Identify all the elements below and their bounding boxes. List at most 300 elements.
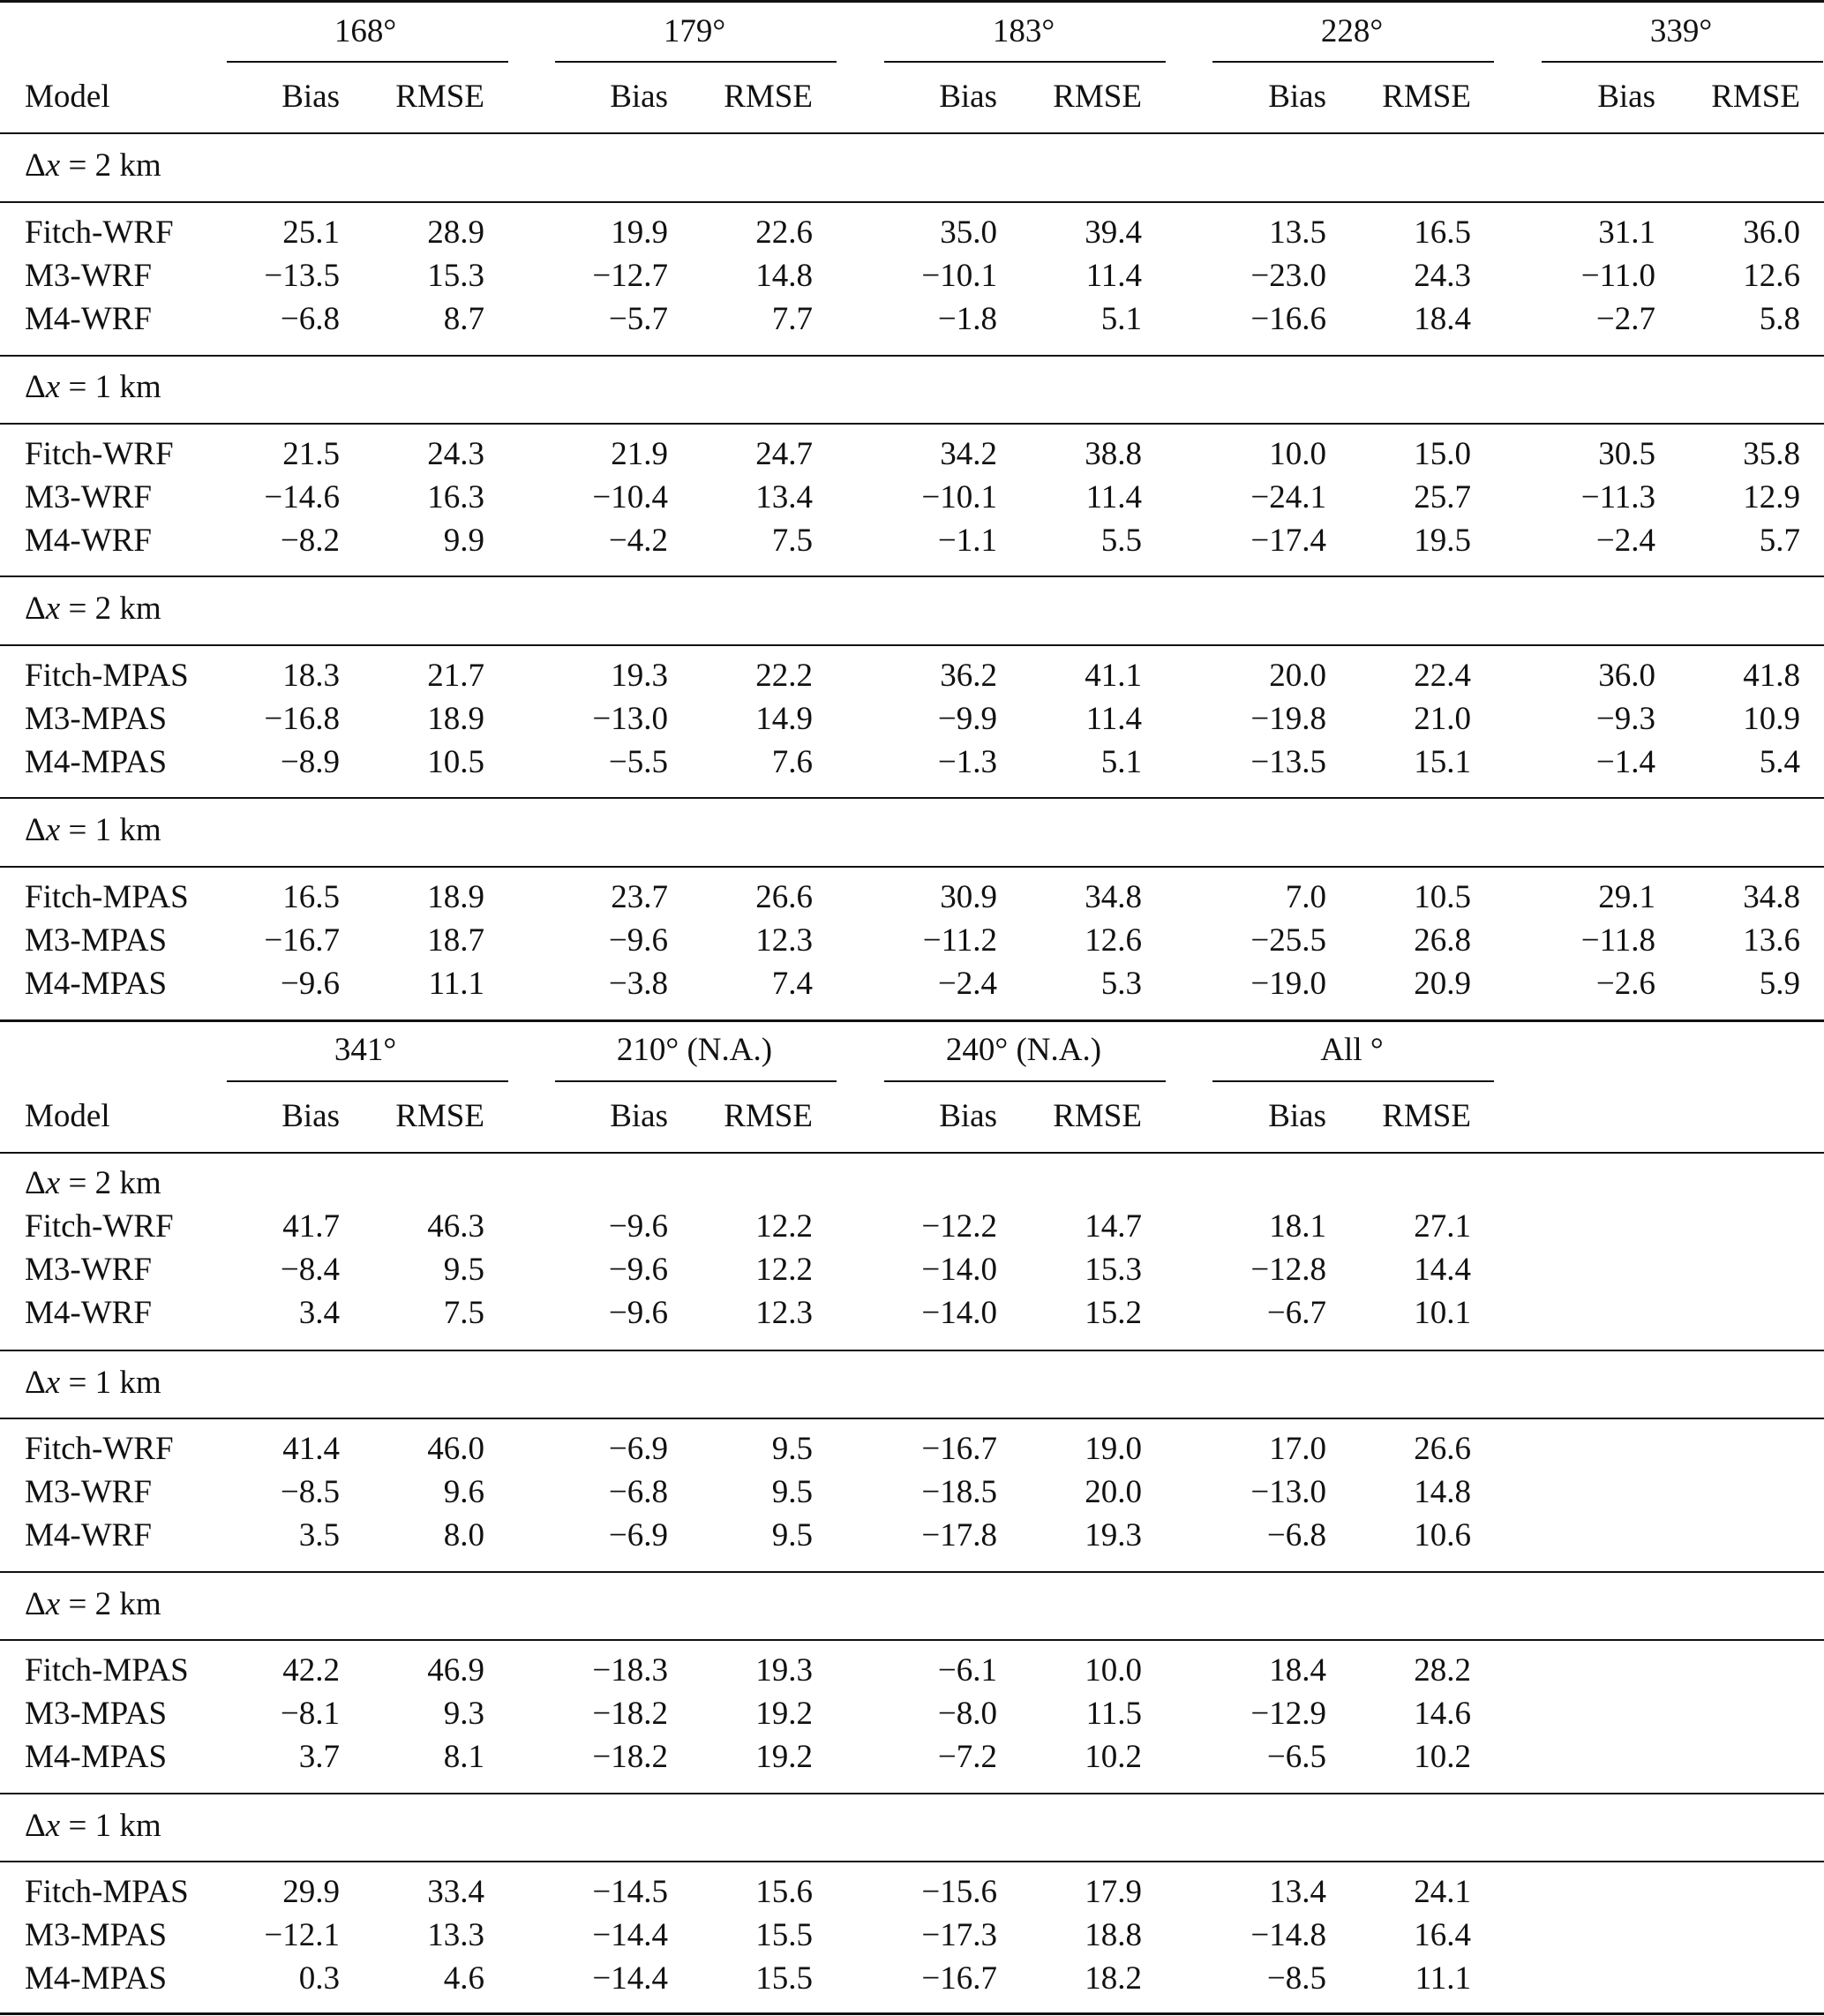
rmse-column-header: RMSE [1711, 79, 1800, 115]
rmse-value-cell: 24.1 [1414, 1874, 1471, 1910]
model-name-cell: M3-WRF [25, 479, 152, 515]
resolution-group-label: Δx = 1 km [25, 812, 161, 848]
resolution-group-label: Δx = 2 km [25, 1586, 161, 1622]
bias-value-cell: −14.8 [1250, 1917, 1326, 1953]
group-label-rule [0, 1639, 1824, 1641]
rmse-value-cell: 14.8 [755, 258, 813, 294]
rmse-value-cell: 15.6 [755, 1874, 813, 1910]
bias-value-cell: −14.0 [921, 1295, 997, 1331]
column-group-underline [227, 1080, 508, 1082]
bias-value-cell: −9.3 [1595, 701, 1655, 737]
rmse-value-cell: 11.5 [1085, 1696, 1142, 1732]
bias-value-cell: 29.1 [1598, 879, 1655, 915]
bias-value-cell: −2.4 [937, 966, 997, 1002]
rmse-value-cell: 5.3 [1100, 966, 1142, 1002]
rmse-value-cell: 9.9 [443, 523, 484, 559]
bias-value-cell: 18.1 [1269, 1208, 1326, 1245]
rmse-value-cell: 9.5 [771, 1517, 813, 1553]
bias-value-cell: −15.6 [921, 1874, 997, 1910]
column-group-underline [1212, 61, 1494, 63]
rmse-value-cell: 13.4 [755, 479, 813, 515]
bias-value-cell: 31.1 [1598, 214, 1655, 251]
rmse-value-cell: 24.3 [1414, 258, 1471, 294]
model-name-cell: M4-MPAS [25, 744, 168, 780]
rmse-value-cell: 10.0 [1085, 1652, 1142, 1689]
model-name-cell: M3-WRF [25, 1252, 152, 1288]
bias-value-cell: −6.1 [937, 1652, 997, 1689]
bias-value-cell: −16.8 [264, 701, 340, 737]
column-group-header: 341° [334, 1032, 397, 1068]
bias-value-cell: 21.9 [611, 436, 668, 472]
rmse-value-cell: 21.0 [1414, 701, 1471, 737]
rmse-value-cell: 12.3 [755, 1295, 813, 1331]
bias-value-cell: −16.7 [921, 1960, 997, 1997]
bias-value-cell: −9.6 [608, 922, 668, 959]
rmse-value-cell: 18.8 [1085, 1917, 1142, 1953]
bias-value-cell: −17.4 [1250, 523, 1326, 559]
rmse-value-cell: 13.6 [1743, 922, 1800, 959]
rmse-value-cell: 9.5 [771, 1474, 813, 1510]
bias-value-cell: 18.3 [282, 658, 340, 694]
rmse-value-cell: 19.2 [755, 1696, 813, 1732]
bias-column-header: Bias [939, 79, 997, 115]
column-group-underline [1542, 61, 1823, 63]
bias-value-cell: −16.7 [921, 1431, 997, 1467]
rmse-value-cell: 4.6 [443, 1960, 484, 1997]
column-group-underline [884, 61, 1166, 63]
bias-value-cell: −5.7 [608, 301, 668, 337]
bias-value-cell: −14.6 [264, 479, 340, 515]
rmse-value-cell: 15.2 [1085, 1295, 1142, 1331]
bias-value-cell: −8.5 [1266, 1960, 1326, 1997]
rmse-value-cell: 19.0 [1085, 1431, 1142, 1467]
rmse-value-cell: 33.4 [427, 1874, 484, 1910]
resolution-group-label: Δx = 1 km [25, 369, 161, 405]
rmse-value-cell: 15.3 [1085, 1252, 1142, 1288]
rmse-value-cell: 10.5 [427, 744, 484, 780]
model-name-cell: M4-WRF [25, 523, 152, 559]
rmse-value-cell: 10.5 [1414, 879, 1471, 915]
bias-column-header: Bias [610, 79, 668, 115]
rmse-value-cell: 18.2 [1085, 1960, 1142, 1997]
bias-value-cell: 0.3 [298, 1960, 340, 1997]
bias-value-cell: −18.2 [592, 1739, 668, 1775]
bias-value-cell: −16.7 [264, 922, 340, 959]
rmse-value-cell: 11.4 [1085, 479, 1142, 515]
bias-value-cell: −11.0 [1580, 258, 1655, 294]
bias-value-cell: 13.5 [1269, 214, 1326, 251]
rmse-value-cell: 9.5 [771, 1431, 813, 1467]
model-name-cell: M3-MPAS [25, 1917, 168, 1953]
bias-value-cell: −13.0 [1250, 1474, 1326, 1510]
rmse-value-cell: 15.3 [427, 258, 484, 294]
bias-value-cell: 3.5 [298, 1517, 340, 1553]
column-group-header: All ° [1320, 1032, 1384, 1068]
rmse-value-cell: 20.0 [1085, 1474, 1142, 1510]
bias-value-cell: −24.1 [1250, 479, 1326, 515]
bias-value-cell: −6.7 [1266, 1295, 1326, 1331]
model-name-cell: M4-WRF [25, 1517, 152, 1553]
bias-value-cell: −18.5 [921, 1474, 997, 1510]
rmse-value-cell: 19.3 [755, 1652, 813, 1689]
column-group-header: 210° (N.A.) [616, 1032, 773, 1068]
model-name-cell: M3-WRF [25, 258, 152, 294]
column-group-underline [227, 61, 508, 63]
bias-value-cell: 36.2 [940, 658, 997, 694]
bias-value-cell: 16.5 [282, 879, 340, 915]
rmse-value-cell: 19.3 [1085, 1517, 1142, 1553]
rmse-value-cell: 7.4 [771, 966, 813, 1002]
model-name-cell: M3-MPAS [25, 922, 168, 959]
bias-value-cell: −14.0 [921, 1252, 997, 1288]
bias-value-cell: −6.5 [1266, 1739, 1326, 1775]
rmse-value-cell: 46.0 [427, 1431, 484, 1467]
bias-value-cell: 21.5 [282, 436, 340, 472]
column-group-underline [884, 1080, 1166, 1082]
rmse-value-cell: 12.9 [1743, 479, 1800, 515]
rmse-value-cell: 5.1 [1100, 744, 1142, 780]
rmse-value-cell: 22.6 [755, 214, 813, 251]
column-group-underline [555, 61, 837, 63]
rmse-value-cell: 5.9 [1759, 966, 1800, 1002]
bias-value-cell: 42.2 [282, 1652, 340, 1689]
resolution-group-label: Δx = 2 km [25, 1165, 161, 1201]
bias-value-cell: −2.6 [1595, 966, 1655, 1002]
rmse-column-header: RMSE [395, 1098, 484, 1134]
column-group-underline [1212, 1080, 1494, 1082]
bias-value-cell: −9.6 [608, 1208, 668, 1245]
rmse-column-header: RMSE [724, 1098, 813, 1134]
model-name-cell: Fitch-WRF [25, 436, 174, 472]
rmse-value-cell: 11.1 [1415, 1960, 1471, 1997]
bias-value-cell: −18.2 [592, 1696, 668, 1732]
rmse-value-cell: 8.1 [443, 1739, 484, 1775]
rmse-value-cell: 18.4 [1414, 301, 1471, 337]
bias-column-header: Bias [610, 1098, 668, 1134]
bias-value-cell: −8.1 [280, 1696, 340, 1732]
column-group-header: 183° [992, 13, 1055, 49]
bias-value-cell: 30.9 [940, 879, 997, 915]
bias-value-cell: −1.8 [937, 301, 997, 337]
bias-value-cell: −7.2 [937, 1739, 997, 1775]
table-top-rule [0, 0, 1824, 3]
bias-value-cell: −8.4 [280, 1252, 340, 1288]
column-group-underline [555, 1080, 837, 1082]
column-group-header: 168° [334, 13, 397, 49]
bias-value-cell: −14.4 [592, 1917, 668, 1953]
bias-value-cell: −6.8 [280, 301, 340, 337]
rmse-value-cell: 11.1 [428, 966, 484, 1002]
bias-value-cell: −14.5 [592, 1874, 668, 1910]
rmse-value-cell: 26.8 [1414, 922, 1471, 959]
bias-column-header: Bias [281, 79, 340, 115]
rmse-value-cell: 12.3 [755, 922, 813, 959]
rmse-value-cell: 8.0 [443, 1517, 484, 1553]
bias-value-cell: −9.6 [608, 1295, 668, 1331]
bias-value-cell: 41.7 [282, 1208, 340, 1245]
column-group-header: 179° [663, 13, 726, 49]
rmse-column-header: RMSE [1053, 79, 1142, 115]
group-end-rule [0, 1793, 1824, 1794]
model-column-header: Model [25, 1098, 110, 1134]
bias-value-cell: −2.4 [1595, 523, 1655, 559]
bias-value-cell: 13.4 [1269, 1874, 1326, 1910]
bias-value-cell: −10.1 [921, 479, 997, 515]
bias-value-cell: 35.0 [940, 214, 997, 251]
header-rule [0, 132, 1824, 134]
bias-value-cell: −9.9 [937, 701, 997, 737]
rmse-value-cell: 10.6 [1414, 1517, 1471, 1553]
rmse-value-cell: 10.9 [1743, 701, 1800, 737]
model-name-cell: M4-MPAS [25, 966, 168, 1002]
group-label-rule [0, 1418, 1824, 1419]
bias-value-cell: 30.5 [1598, 436, 1655, 472]
bias-value-cell: −16.6 [1250, 301, 1326, 337]
rmse-value-cell: 12.2 [755, 1208, 813, 1245]
rmse-value-cell: 39.4 [1085, 214, 1142, 251]
model-name-cell: Fitch-MPAS [25, 1874, 189, 1910]
bias-value-cell: −4.2 [608, 523, 668, 559]
bias-value-cell: 17.0 [1269, 1431, 1326, 1467]
rmse-value-cell: 15.0 [1414, 436, 1471, 472]
bias-value-cell: −17.3 [921, 1917, 997, 1953]
bias-value-cell: 3.7 [298, 1739, 340, 1775]
model-name-cell: Fitch-MPAS [25, 879, 189, 915]
bias-value-cell: −11.2 [922, 922, 997, 959]
rmse-column-header: RMSE [1382, 1098, 1471, 1134]
bias-value-cell: −9.6 [608, 1252, 668, 1288]
rmse-value-cell: 18.9 [427, 879, 484, 915]
bias-value-cell: −8.0 [937, 1696, 997, 1732]
bias-value-cell: 23.7 [611, 879, 668, 915]
rmse-value-cell: 36.0 [1743, 214, 1800, 251]
rmse-value-cell: 22.2 [755, 658, 813, 694]
rmse-value-cell: 12.6 [1743, 258, 1800, 294]
bias-value-cell: −19.0 [1250, 966, 1326, 1002]
rmse-value-cell: 46.3 [427, 1208, 484, 1245]
resolution-group-label: Δx = 2 km [25, 147, 161, 184]
rmse-value-cell: 5.1 [1100, 301, 1142, 337]
bias-value-cell: −25.5 [1250, 922, 1326, 959]
model-name-cell: M4-MPAS [25, 1960, 168, 1997]
bias-value-cell: 20.0 [1269, 658, 1326, 694]
bias-value-cell: −12.8 [1250, 1252, 1326, 1288]
group-label-rule [0, 423, 1824, 425]
bias-value-cell: −6.9 [608, 1517, 668, 1553]
group-end-rule [0, 355, 1824, 357]
resolution-group-label: Δx = 1 km [25, 1365, 161, 1401]
rmse-column-header: RMSE [1053, 1098, 1142, 1134]
rmse-value-cell: 9.5 [443, 1252, 484, 1288]
bias-value-cell: −13.5 [1250, 744, 1326, 780]
bias-column-header: Bias [1268, 79, 1326, 115]
resolution-group-label: Δx = 2 km [25, 591, 161, 627]
bias-value-cell: −23.0 [1250, 258, 1326, 294]
rmse-value-cell: 16.4 [1414, 1917, 1471, 1953]
rmse-value-cell: 14.7 [1085, 1208, 1142, 1245]
rmse-value-cell: 11.4 [1085, 701, 1142, 737]
group-end-rule [0, 1019, 1824, 1022]
model-name-cell: M4-MPAS [25, 1739, 168, 1775]
bias-value-cell: −3.8 [608, 966, 668, 1002]
group-end-rule [0, 575, 1824, 577]
rmse-value-cell: 5.7 [1759, 523, 1800, 559]
rmse-value-cell: 28.9 [427, 214, 484, 251]
bias-value-cell: −2.7 [1595, 301, 1655, 337]
model-name-cell: M3-WRF [25, 1474, 152, 1510]
rmse-column-header: RMSE [724, 79, 813, 115]
bias-value-cell: −11.8 [1580, 922, 1655, 959]
rmse-value-cell: 41.8 [1743, 658, 1800, 694]
bias-value-cell: −13.5 [264, 258, 340, 294]
rmse-value-cell: 16.5 [1414, 214, 1471, 251]
rmse-value-cell: 18.9 [427, 701, 484, 737]
bias-value-cell: 41.4 [282, 1431, 340, 1467]
rmse-value-cell: 14.8 [1414, 1474, 1471, 1510]
bias-value-cell: 18.4 [1269, 1652, 1326, 1689]
column-group-header: 240° (N.A.) [945, 1032, 1102, 1068]
rmse-value-cell: 7.5 [771, 523, 813, 559]
rmse-value-cell: 21.7 [427, 658, 484, 694]
model-name-cell: M4-WRF [25, 301, 152, 337]
bias-value-cell: −12.1 [264, 1917, 340, 1953]
table-bottom-rule [0, 2012, 1824, 2015]
rmse-value-cell: 5.4 [1759, 744, 1800, 780]
rmse-value-cell: 10.2 [1414, 1739, 1471, 1775]
rmse-value-cell: 10.2 [1085, 1739, 1142, 1775]
rmse-value-cell: 15.5 [755, 1917, 813, 1953]
bias-value-cell: 25.1 [282, 214, 340, 251]
bias-value-cell: −6.9 [608, 1431, 668, 1467]
group-label-rule [0, 201, 1824, 203]
model-column-header: Model [25, 79, 110, 115]
bias-value-cell: −10.4 [592, 479, 668, 515]
bias-value-cell: 19.9 [611, 214, 668, 251]
rmse-value-cell: 13.3 [427, 1917, 484, 1953]
bias-column-header: Bias [1268, 1098, 1326, 1134]
bias-value-cell: −6.8 [608, 1474, 668, 1510]
model-name-cell: Fitch-WRF [25, 1431, 174, 1467]
rmse-value-cell: 27.1 [1414, 1208, 1471, 1245]
model-name-cell: M3-MPAS [25, 1696, 168, 1732]
rmse-value-cell: 25.7 [1414, 479, 1471, 515]
bias-value-cell: −8.9 [280, 744, 340, 780]
model-name-cell: M4-WRF [25, 1295, 152, 1331]
bias-value-cell: −13.0 [592, 701, 668, 737]
bias-value-cell: 3.4 [298, 1295, 340, 1331]
rmse-value-cell: 14.9 [755, 701, 813, 737]
group-label-rule [0, 1861, 1824, 1862]
rmse-value-cell: 15.1 [1414, 744, 1471, 780]
bias-value-cell: 19.3 [611, 658, 668, 694]
bias-value-cell: 10.0 [1269, 436, 1326, 472]
rmse-value-cell: 26.6 [1414, 1431, 1471, 1467]
rmse-value-cell: 41.1 [1085, 658, 1142, 694]
group-end-rule [0, 797, 1824, 799]
group-end-rule [0, 1350, 1824, 1351]
rmse-value-cell: 14.6 [1414, 1696, 1471, 1732]
rmse-value-cell: 12.2 [755, 1252, 813, 1288]
rmse-value-cell: 5.5 [1100, 523, 1142, 559]
bias-value-cell: −12.2 [921, 1208, 997, 1245]
rmse-column-header: RMSE [395, 79, 484, 115]
bias-value-cell: −1.3 [937, 744, 997, 780]
bias-column-header: Bias [939, 1098, 997, 1134]
rmse-value-cell: 22.4 [1414, 658, 1471, 694]
rmse-value-cell: 46.9 [427, 1652, 484, 1689]
column-group-header: 228° [1320, 13, 1384, 49]
column-group-header: 339° [1649, 13, 1713, 49]
header-rule [0, 1152, 1824, 1154]
bias-value-cell: −12.7 [592, 258, 668, 294]
bias-value-cell: 29.9 [282, 1874, 340, 1910]
rmse-value-cell: 20.9 [1414, 966, 1471, 1002]
group-label-rule [0, 866, 1824, 868]
model-name-cell: Fitch-MPAS [25, 658, 189, 694]
rmse-value-cell: 5.8 [1759, 301, 1800, 337]
model-name-cell: Fitch-MPAS [25, 1652, 189, 1689]
bias-column-header: Bias [1597, 79, 1655, 115]
rmse-value-cell: 34.8 [1743, 879, 1800, 915]
model-name-cell: Fitch-WRF [25, 214, 174, 251]
rmse-value-cell: 11.4 [1085, 258, 1142, 294]
bias-value-cell: 36.0 [1598, 658, 1655, 694]
bias-value-cell: 7.0 [1285, 879, 1326, 915]
bias-value-cell: −19.8 [1250, 701, 1326, 737]
bias-value-cell: 34.2 [940, 436, 997, 472]
bias-value-cell: −10.1 [921, 258, 997, 294]
rmse-value-cell: 17.9 [1085, 1874, 1142, 1910]
bias-value-cell: −8.2 [280, 523, 340, 559]
rmse-value-cell: 12.6 [1085, 922, 1142, 959]
bias-value-cell: −11.3 [1580, 479, 1655, 515]
rmse-value-cell: 19.5 [1414, 523, 1471, 559]
rmse-value-cell: 26.6 [755, 879, 813, 915]
bias-value-cell: −6.8 [1266, 1517, 1326, 1553]
rmse-value-cell: 7.5 [443, 1295, 484, 1331]
model-name-cell: Fitch-WRF [25, 1208, 174, 1245]
bias-value-cell: −1.4 [1595, 744, 1655, 780]
rmse-value-cell: 9.6 [443, 1474, 484, 1510]
group-end-rule [0, 1571, 1824, 1573]
rmse-value-cell: 8.7 [443, 301, 484, 337]
rmse-value-cell: 7.6 [771, 744, 813, 780]
rmse-value-cell: 35.8 [1743, 436, 1800, 472]
rmse-value-cell: 34.8 [1085, 879, 1142, 915]
resolution-group-label: Δx = 1 km [25, 1808, 161, 1844]
rmse-column-header: RMSE [1382, 79, 1471, 115]
bias-value-cell: −12.9 [1250, 1696, 1326, 1732]
bias-value-cell: −1.1 [937, 523, 997, 559]
bias-value-cell: −17.8 [921, 1517, 997, 1553]
rmse-value-cell: 19.2 [755, 1739, 813, 1775]
rmse-value-cell: 38.8 [1085, 436, 1142, 472]
bias-value-cell: −5.5 [608, 744, 668, 780]
bias-value-cell: −18.3 [592, 1652, 668, 1689]
bias-value-cell: −8.5 [280, 1474, 340, 1510]
rmse-value-cell: 9.3 [443, 1696, 484, 1732]
rmse-value-cell: 24.3 [427, 436, 484, 472]
bias-value-cell: −9.6 [280, 966, 340, 1002]
model-name-cell: M3-MPAS [25, 701, 168, 737]
rmse-value-cell: 10.1 [1414, 1295, 1471, 1331]
rmse-value-cell: 14.4 [1414, 1252, 1471, 1288]
rmse-value-cell: 16.3 [427, 479, 484, 515]
rmse-value-cell: 28.2 [1414, 1652, 1471, 1689]
rmse-value-cell: 7.7 [771, 301, 813, 337]
rmse-value-cell: 18.7 [427, 922, 484, 959]
bias-value-cell: −14.4 [592, 1960, 668, 1997]
